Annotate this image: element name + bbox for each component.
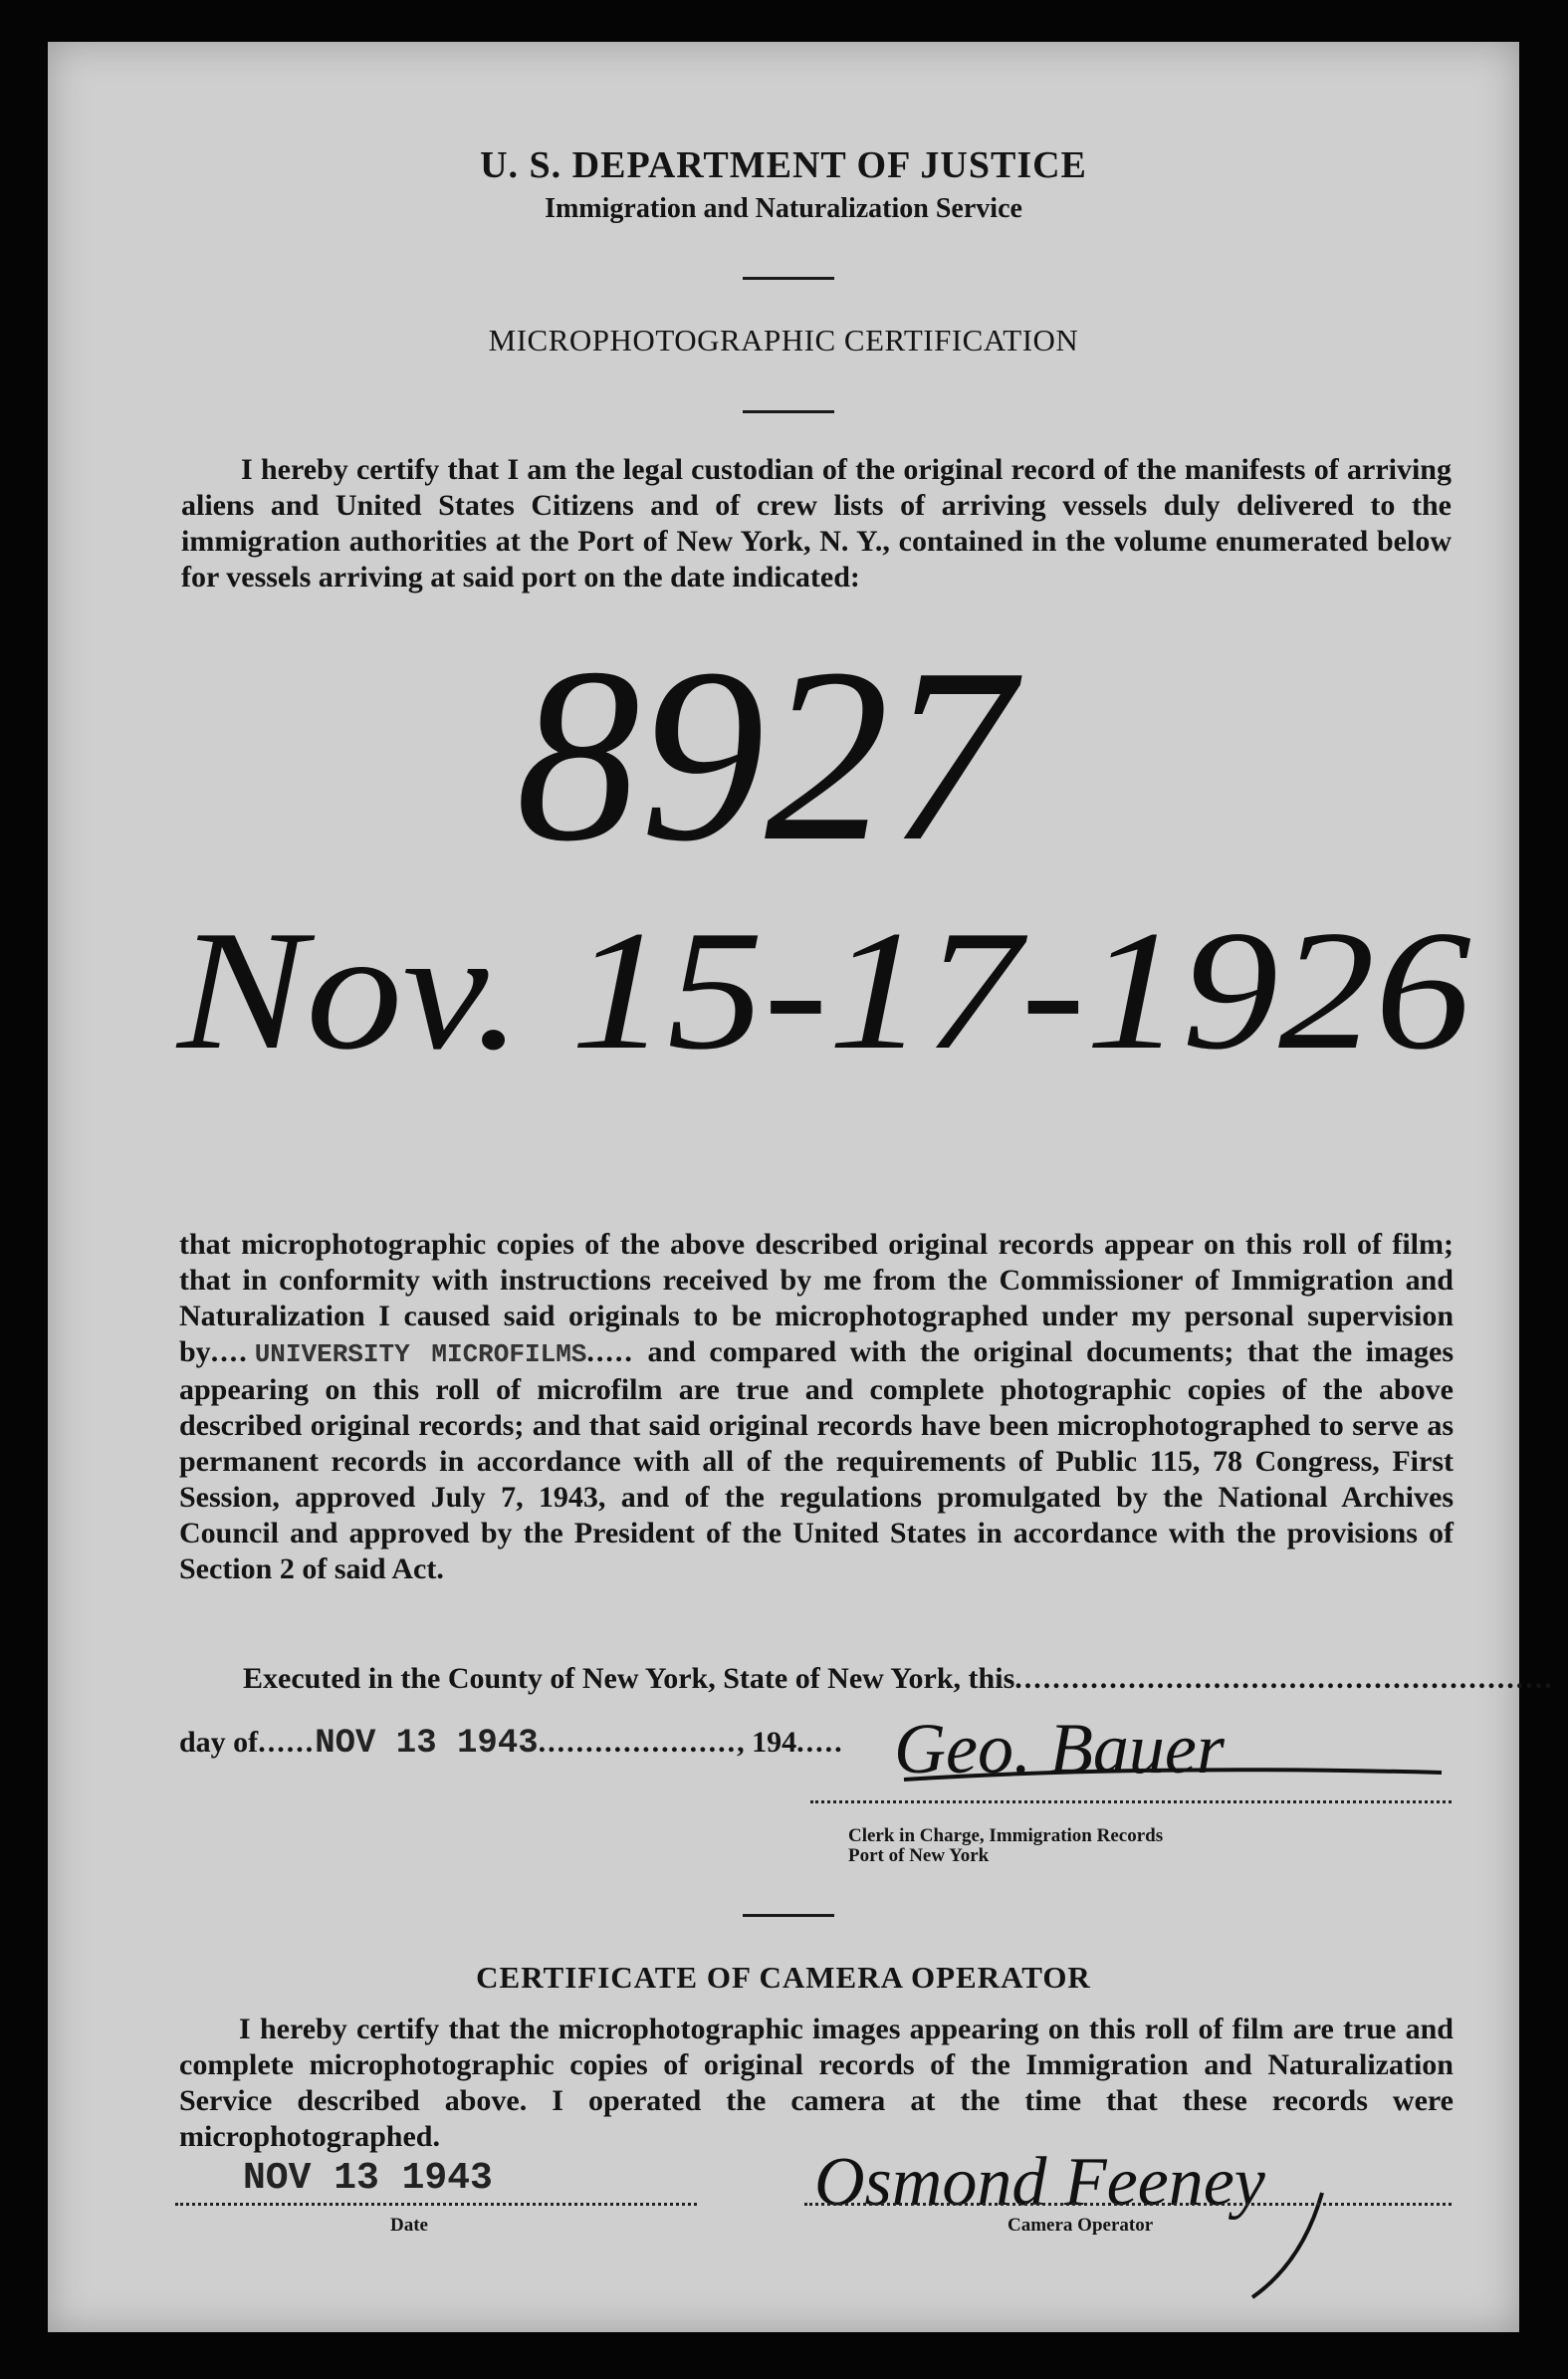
divider bbox=[743, 1914, 834, 1917]
day-of-line: day of......NOV 13 1943....................., 194..... bbox=[179, 1725, 844, 1763]
department-heading: U. S. DEPARTMENT OF JUSTICE bbox=[480, 144, 1087, 186]
certification-title: MICROPHOTOGRAPHIC CERTIFICATION bbox=[488, 323, 1079, 357]
camera-date-stamp: NOV 13 1943 bbox=[243, 2157, 493, 2200]
camera-operator-label: Camera Operator bbox=[1008, 2215, 1154, 2236]
execution-date-stamp: NOV 13 1943 bbox=[315, 1725, 539, 1763]
certificate-sheet bbox=[48, 42, 1554, 2332]
body-text-part1: that microphotographic copies of the above described original records appear on this roll of film; that in conformity with instructions received by me from the Commissioner of Immigration and Naturalization I caused said originals to be microphotographed under my personal supervision by bbox=[179, 1228, 1454, 1368]
executed-line: Executed in the County of New York, State of New York, this......................................................... bbox=[243, 1662, 1554, 1695]
volume-number: 8927 bbox=[516, 617, 1013, 893]
camera-certificate-title: CERTIFICATE OF CAMERA OPERATOR bbox=[476, 1960, 1091, 1995]
date-line bbox=[175, 2203, 697, 2206]
executed-text: Executed in the County of New York, State of New York, this bbox=[243, 1662, 1015, 1695]
date-label: Date bbox=[390, 2215, 428, 2236]
intro-paragraph: I hereby certify that I am the legal custodian of the original record of the manifests of arriving aliens and United States Citizens and of crew lists of arriving vessels duly delivered to the immigration authorities at the Port of New York, N. Y., contained in the volume enumerated below for vessels arriving at said port on the date indicated: bbox=[181, 453, 1452, 594]
camera-certificate-paragraph: I hereby certify that the microphotographic images appearing on this roll of film are true and complete microphotographic copies of original records of the Immigration and Naturalization Service described above. I operated the camera at the time that these records were microphotographed. bbox=[179, 2013, 1454, 2153]
handwritten-entry bbox=[48, 42, 1519, 1197]
clerk-signature-line bbox=[810, 1800, 1452, 1803]
microfilmer-stamp: UNIVERSITY MICROFILMS bbox=[254, 1339, 587, 1369]
service-subheading: Immigration and Naturalization Service bbox=[545, 193, 1022, 224]
clerk-signature-text: Geo. Bauer bbox=[894, 1709, 1225, 1788]
day-of-label: day of bbox=[179, 1726, 259, 1759]
operator-signature-text: Osmond Feeney bbox=[814, 2144, 1265, 2221]
year-prefix: , 194 bbox=[737, 1726, 797, 1759]
clerk-signature bbox=[884, 1695, 1461, 1804]
certification-body: that microphotographic copies of the above described original records appear on this roll of film; that in conformity with instructions received by me from the Commissioner of Immigration and Naturalization I caused said originals to be microphotographed under my personal supervision by.... UNIVERSITY MICROFILMS..... and compared with the original documents; that the images appearing on this roll of microfilm are true and complete photographic copies of the above described original records; and that said original records have been microphotographed to serve as permanent records in accordance with all of the requirements of Public 115, 78 Congress, First Session, approved July 7, 1943, and of the regulations promulgated by the National Archives Council and approved by the President of the United States in accordance with the provisions of Section 2 of said Act. bbox=[179, 1228, 1455, 1585]
clerk-title-line2: Port of New York bbox=[848, 1845, 990, 1866]
camera-operator-line bbox=[804, 2203, 1452, 2206]
date-range: Nov. 15-17-1926 bbox=[174, 896, 1471, 1085]
camera-operator-signature bbox=[804, 2113, 1402, 2302]
clerk-title-line1: Clerk in Charge, Immigration Records bbox=[848, 1825, 1164, 1846]
body-text-part2: and compared with the original documents; that the images appearing on this roll of microfilm are true and complete photographic copies of the above described original records; and that said original records have been microphotographed to serve as permanent records in accordance with all of the requirements of Public 115, 78 Congress, First Session, approved July 7, 1943, and of the regulations promulgated by the National Archives Council and approved by the President of the United States in accordance with the provisions of Section 2 of said Act. bbox=[179, 1335, 1455, 1585]
